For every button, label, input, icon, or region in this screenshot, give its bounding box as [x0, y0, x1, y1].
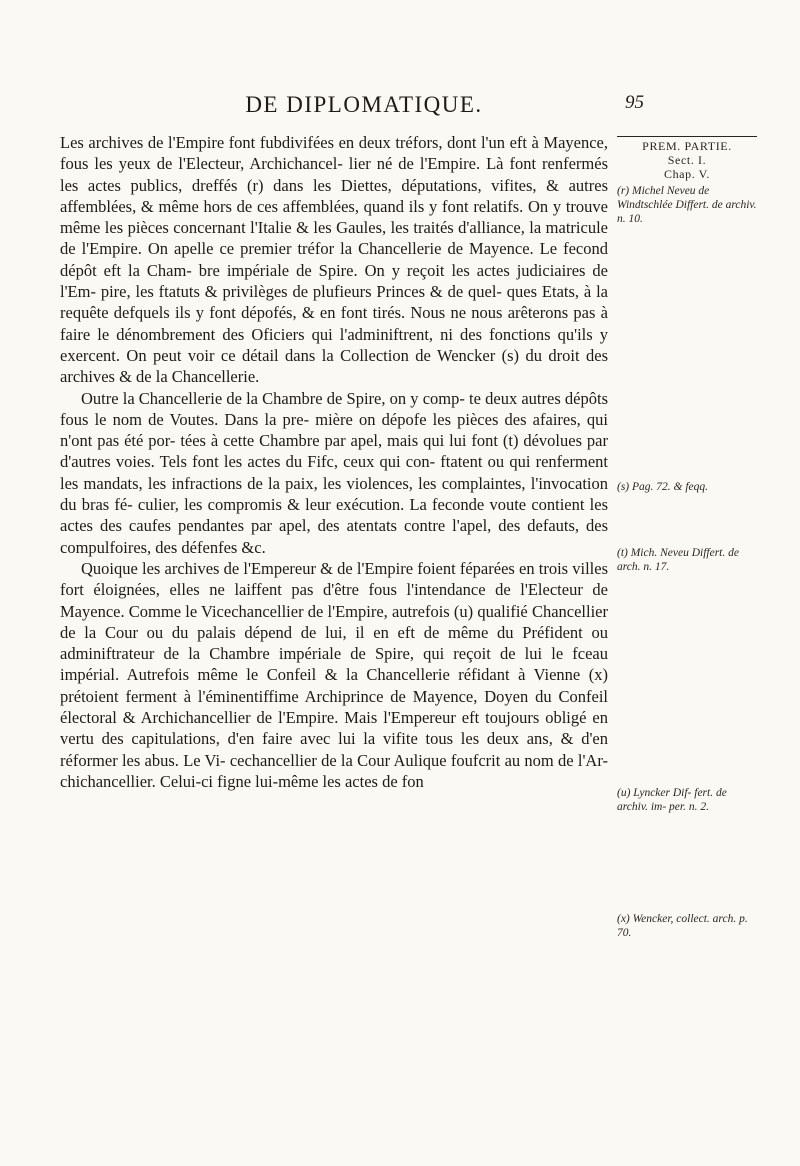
- margin-note-x: (x) Wencker, collect. arch. p. 70.: [617, 913, 748, 939]
- margin-note-t: (t) Mich. Neveu Differt. de arch. n. 17.: [617, 547, 739, 573]
- section-marker: [617, 136, 757, 181]
- page-number: 95: [625, 92, 644, 113]
- section-rule: [617, 136, 757, 137]
- margin-note-r: (r) Michel Neveu de Windtschlée Differt. de archiv. n. 10.: [617, 185, 757, 225]
- running-title: DE DIPLOMATIQUE.: [245, 92, 483, 117]
- paragraph: Les archives de l'Empire font fubdivifées en deux tréfors, dont l'un eft à Mayence, fous les yeux de l'Electeur, Archichancel- lier né de l'Empire. Là font renfermés les actes publics, dreffés (r) dans les Diettes, députations, vifites, & autres affemblées, & même hors de ces affemblées, quand ils y font relatifs. On y trouve même les pièces concernant l'Italie & les Gaules, les traités d'alliance, la matricule de l'Empire. On apelle ce premier tréfor la Chancellerie de Mayence. Le fecond dépôt eft la Cham- bre impériale de Spire. On y reçoit les actes judiciaires de l'Em- pire, les ftatuts & privilèges de plufieurs Princes & de quel- ques Etats, à la requête defquels ils y font dépofés, & en font tirés. Nous ne nous arêterons pas à faire le dénombrement des Oficiers qui l'adminiftrent, ni des fonctions qu'ils y exercent. On peut voir ce détail dans la Collection de Wencker (s) du droit des archives & de la Chancellerie.: [60, 133, 608, 387]
- paragraph: Outre la Chancellerie de la Chambre de Spire, on y comp- te deux autres dépôts fous le nom de Voutes. Dans la pre- mière on dépofe les pièces des afaires, qui n'ont pas été por- tées à cette Chambre par apel, mais qui lui font (t) dévolues par d'autres voies. Tels font les actes du Fifc, ceux qui con- ftatent ou qui renferment les mandats, les infractions de la paix, les violences, les complaintes, l'invocation du bras fé- culier, les compromis & leur exécution. La feconde voute contient les actes des caufes pendantes par apel, des atentats contre l'apel, des defauts, des compulfoires, des défenfes &c.: [60, 388, 608, 557]
- section-label: Sect. I.: [667, 153, 707, 167]
- main-text: [60, 132, 608, 792]
- page-header: [96, 92, 644, 122]
- paragraph: Quoique les archives de l'Empereur & de l'Empire foient féparées en trois villes fort éloignées, elles ne laiffent pas d'être fous l'intendance de l'Electeur de Mayence. Comme le Vicechancellier de l'Empire, autrefois (u) qualifié Chancellier de la Cour ou du palais dépend de lui, il en eft de même du Préfident ou adminiftrateur de la Chambre impériale de Spire, qui reçoit de lui le fceau impérial. Autrefois même le Confeil & la Chancellerie réfidant à Vienne (x) prétoient ferment à l'éminentiffime Archiprince de Mayence, Doyen du Confeil électoral & Archichancellier de l'Empire. Mais l'Empereur eft toujours obligé en vertu des capitulations, d'en faire avec lui la vifite tous les deux ans, & d'en réformer les abus. Le Vi- cechancellier de la Cour Aulique foufcrit au nom de l'Ar- chichancellier. Celui-ci figne lui-même les actes de fon: [60, 558, 608, 791]
- chapter-label: Chap. V.: [663, 167, 711, 181]
- margin-note-s: (s) Pag. 72. & feqq.: [617, 481, 709, 493]
- margin-note-u: (u) Lyncker Dif- fert. de archiv. im- per. n. 2.: [617, 787, 727, 813]
- part-label: PREM. PARTIE.: [642, 139, 732, 153]
